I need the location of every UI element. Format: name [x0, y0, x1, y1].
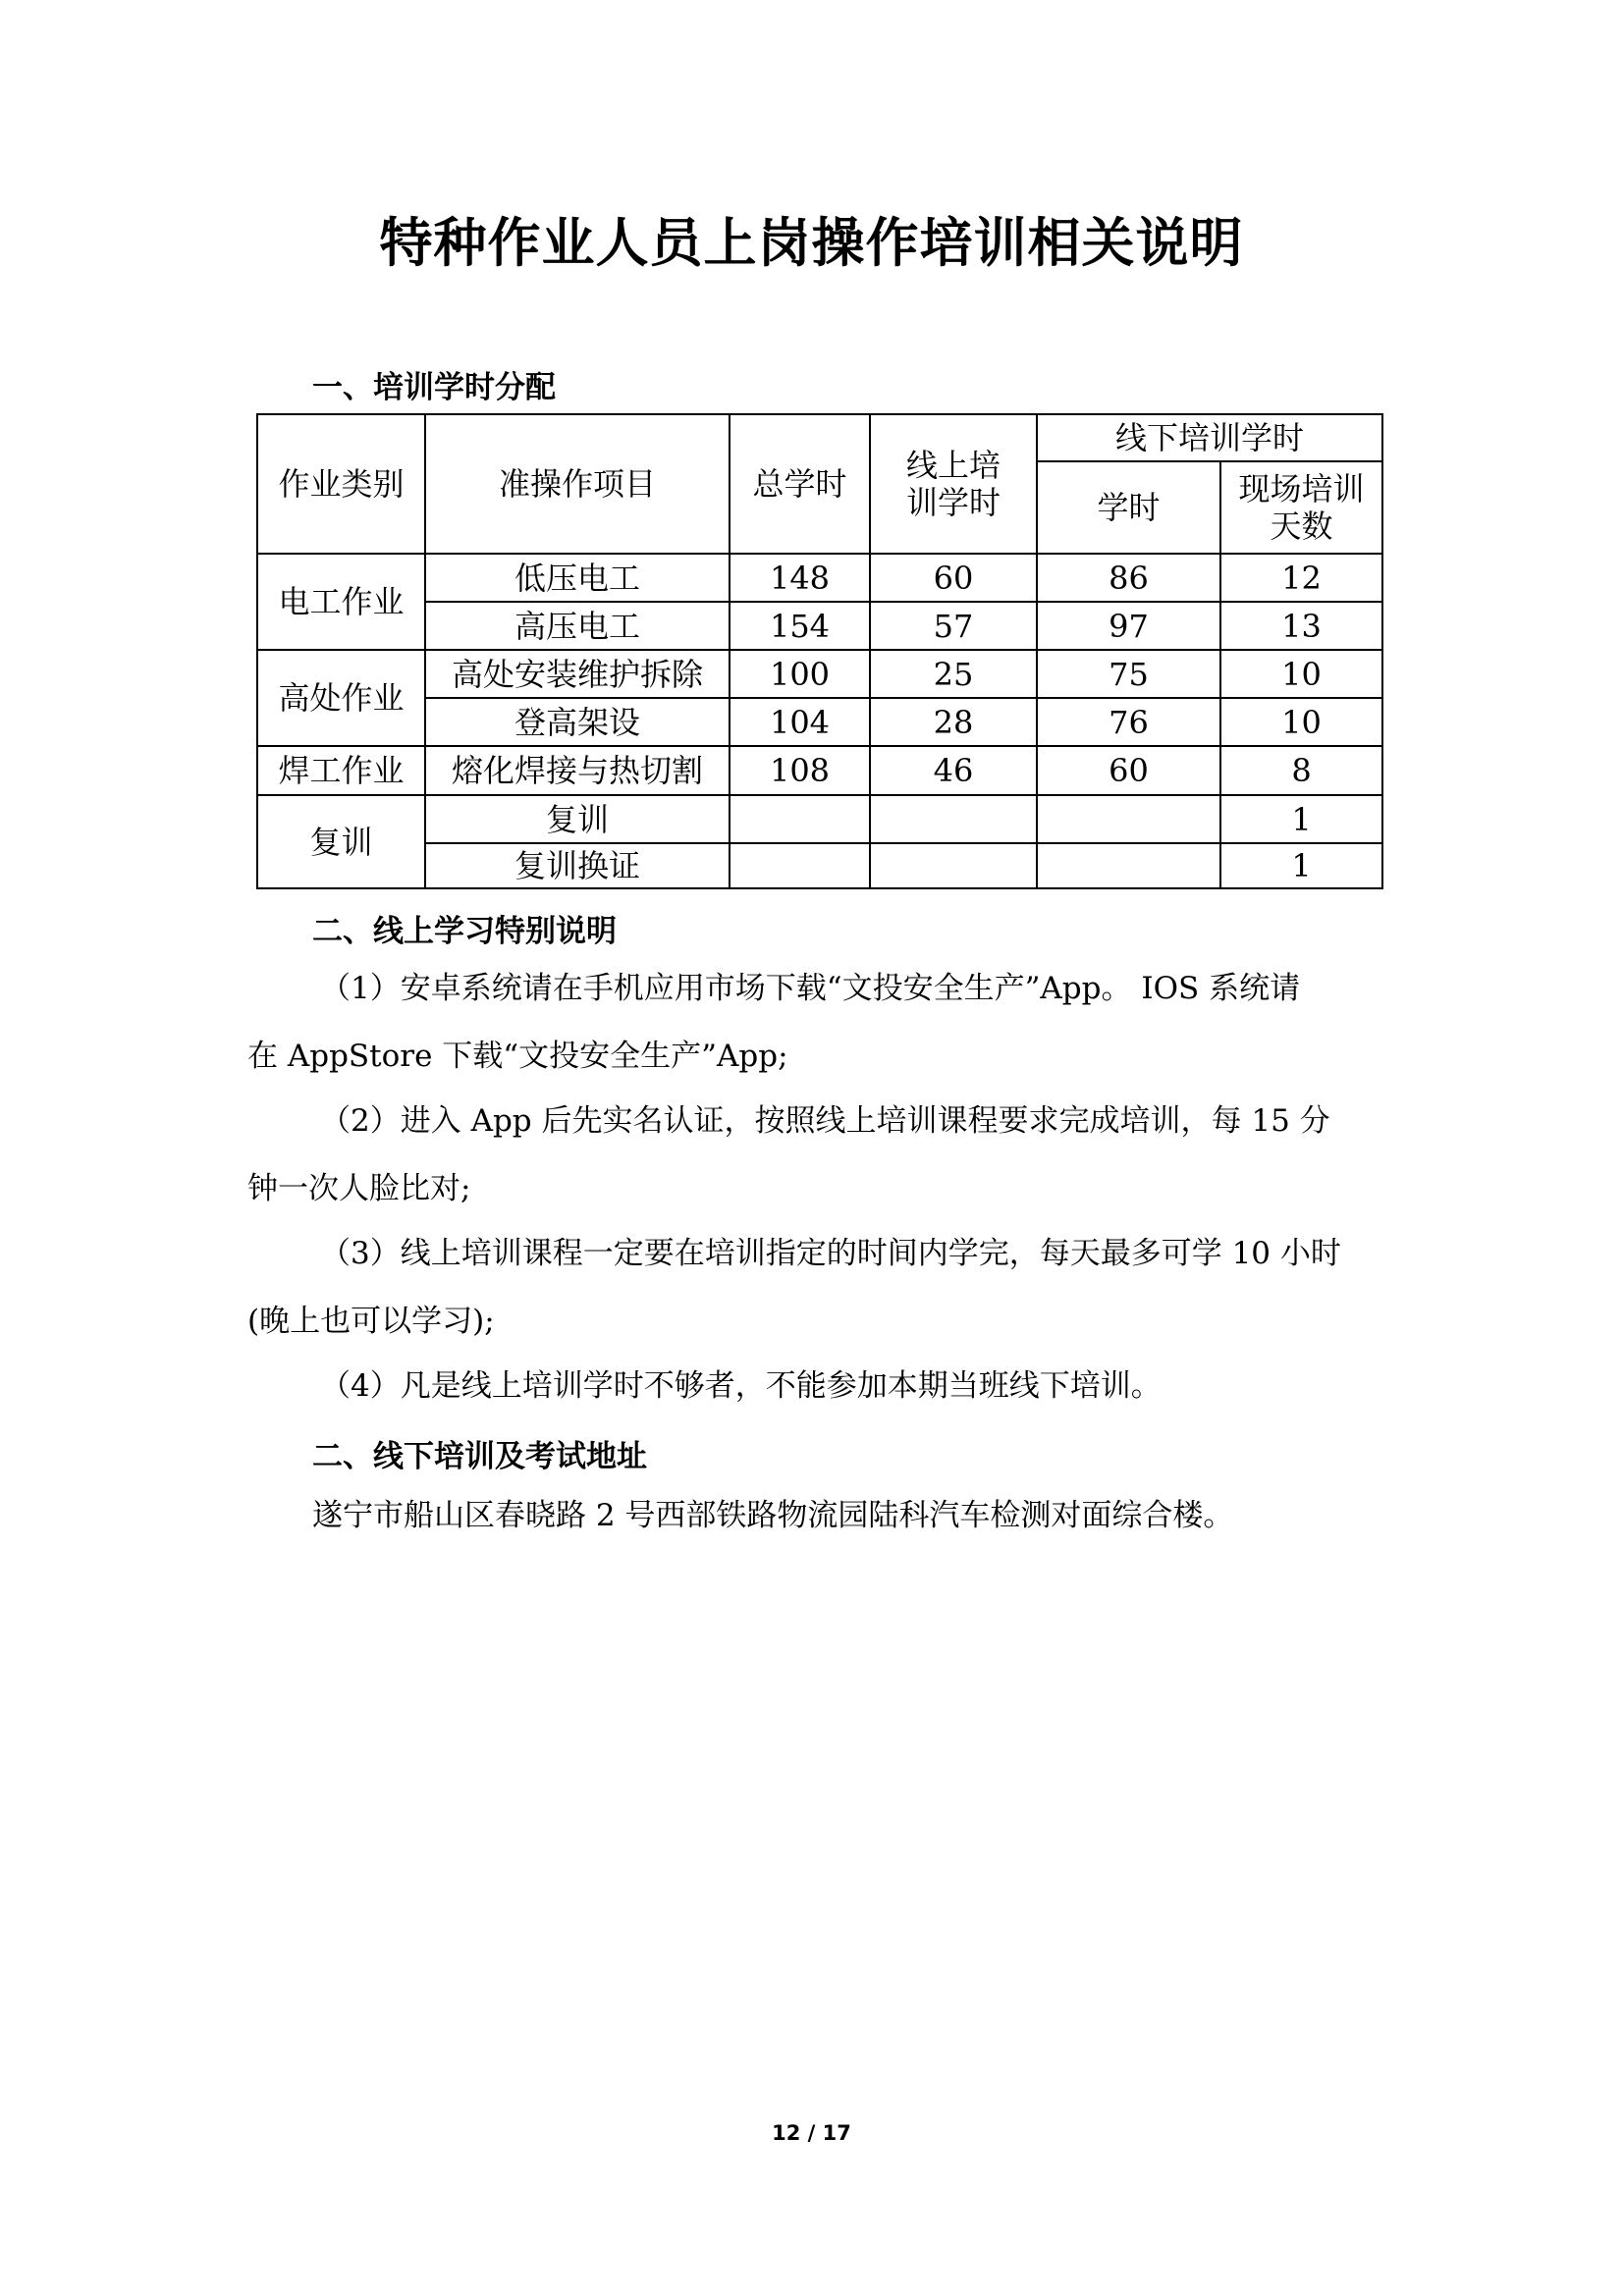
table-row — [257, 746, 1382, 795]
page-number: 12 / 17 — [772, 2121, 851, 2145]
total-cell: 100 — [730, 650, 870, 698]
days-cell: 13 — [1220, 602, 1382, 650]
online-cell: 60 — [870, 554, 1037, 602]
header-offline-hours: 线下培训学时 — [1037, 414, 1382, 461]
table-row — [257, 843, 1382, 888]
project-cell: 熔化焊接与热切割 — [425, 746, 730, 795]
header-project: 准操作项目 — [425, 414, 730, 554]
section-heading-training-hours: 一、培训学时分配 — [312, 370, 556, 405]
header-offline-class-hours: 学时 — [1037, 461, 1220, 554]
header-onsite-days-text: 现场培训天数 — [1238, 470, 1365, 545]
offline-cell — [1037, 795, 1220, 843]
online-cell: 25 — [870, 650, 1037, 698]
table-row — [257, 602, 1382, 650]
online-note-1-line2: 在 AppStore 下载“文投安全生产”App; — [247, 1039, 788, 1074]
header-total-hours: 总学时 — [730, 414, 870, 554]
header-category: 作业类别 — [257, 414, 425, 554]
project-cell: 低压电工 — [425, 554, 730, 602]
offline-cell — [1037, 843, 1220, 888]
days-cell: 10 — [1220, 698, 1382, 746]
days-cell: 1 — [1220, 843, 1382, 888]
online-note-2-line1: （2）进入 App 后先实名认证，按照线上培训课程要求完成培训，每 15 分 — [320, 1103, 1330, 1139]
category-cell: 电工作业 — [257, 554, 425, 650]
table-row — [257, 554, 1382, 602]
training-address: 遂宁市船山区春晓路 2 号西部铁路物流园陆科汽车检测对面综合楼。 — [312, 1498, 1234, 1533]
total-cell: 104 — [730, 698, 870, 746]
online-note-2-line2: 钟一次人脸比对; — [247, 1171, 471, 1206]
offline-cell: 75 — [1037, 650, 1220, 698]
online-note-1-line1: （1）安卓系统请在手机应用市场下载“文投安全生产”App。 IOS 系统请 — [320, 971, 1301, 1006]
table-row — [257, 698, 1382, 746]
online-note-3-line2: (晚上也可以学习); — [247, 1304, 495, 1339]
online-cell — [870, 795, 1037, 843]
training-hours-table — [256, 413, 1383, 889]
table-row — [257, 795, 1382, 843]
page-title: 特种作业人员上岗操作培训相关说明 — [379, 211, 1244, 274]
total-cell: 108 — [730, 746, 870, 795]
category-cell: 焊工作业 — [257, 746, 425, 795]
project-cell: 登高架设 — [425, 698, 730, 746]
total-cell — [730, 843, 870, 888]
days-cell: 1 — [1220, 795, 1382, 843]
header-online-hours-text: 线上培训学时 — [905, 447, 1001, 521]
project-cell: 高处安装维护拆除 — [425, 650, 730, 698]
category-cell: 高处作业 — [257, 650, 425, 746]
project-cell: 高压电工 — [425, 602, 730, 650]
total-cell — [730, 795, 870, 843]
days-cell: 10 — [1220, 650, 1382, 698]
section-heading-online-learning: 二、线上学习特别说明 — [312, 914, 617, 949]
total-cell: 154 — [730, 602, 870, 650]
online-cell: 28 — [870, 698, 1037, 746]
online-cell: 46 — [870, 746, 1037, 795]
section-heading-offline-address: 二、线下培训及考试地址 — [312, 1439, 647, 1474]
offline-cell: 97 — [1037, 602, 1220, 650]
days-cell: 8 — [1220, 746, 1382, 795]
table-row — [257, 650, 1382, 698]
project-cell: 复训 — [425, 795, 730, 843]
total-cell: 148 — [730, 554, 870, 602]
project-cell: 复训换证 — [425, 843, 730, 888]
header-onsite-days — [1220, 461, 1382, 554]
online-cell — [870, 843, 1037, 888]
online-note-3-line1: （3）线上培训课程一定要在培训指定的时间内学完，每天最多可学 10 小时 — [320, 1236, 1341, 1271]
offline-cell: 60 — [1037, 746, 1220, 795]
days-cell: 12 — [1220, 554, 1382, 602]
category-cell: 复训 — [257, 795, 425, 888]
online-cell: 57 — [870, 602, 1037, 650]
offline-cell: 76 — [1037, 698, 1220, 746]
offline-cell: 86 — [1037, 554, 1220, 602]
header-online-hours — [870, 414, 1037, 554]
online-note-4: （4）凡是线上培训学时不够者，不能参加本期当班线下培训。 — [320, 1368, 1162, 1404]
